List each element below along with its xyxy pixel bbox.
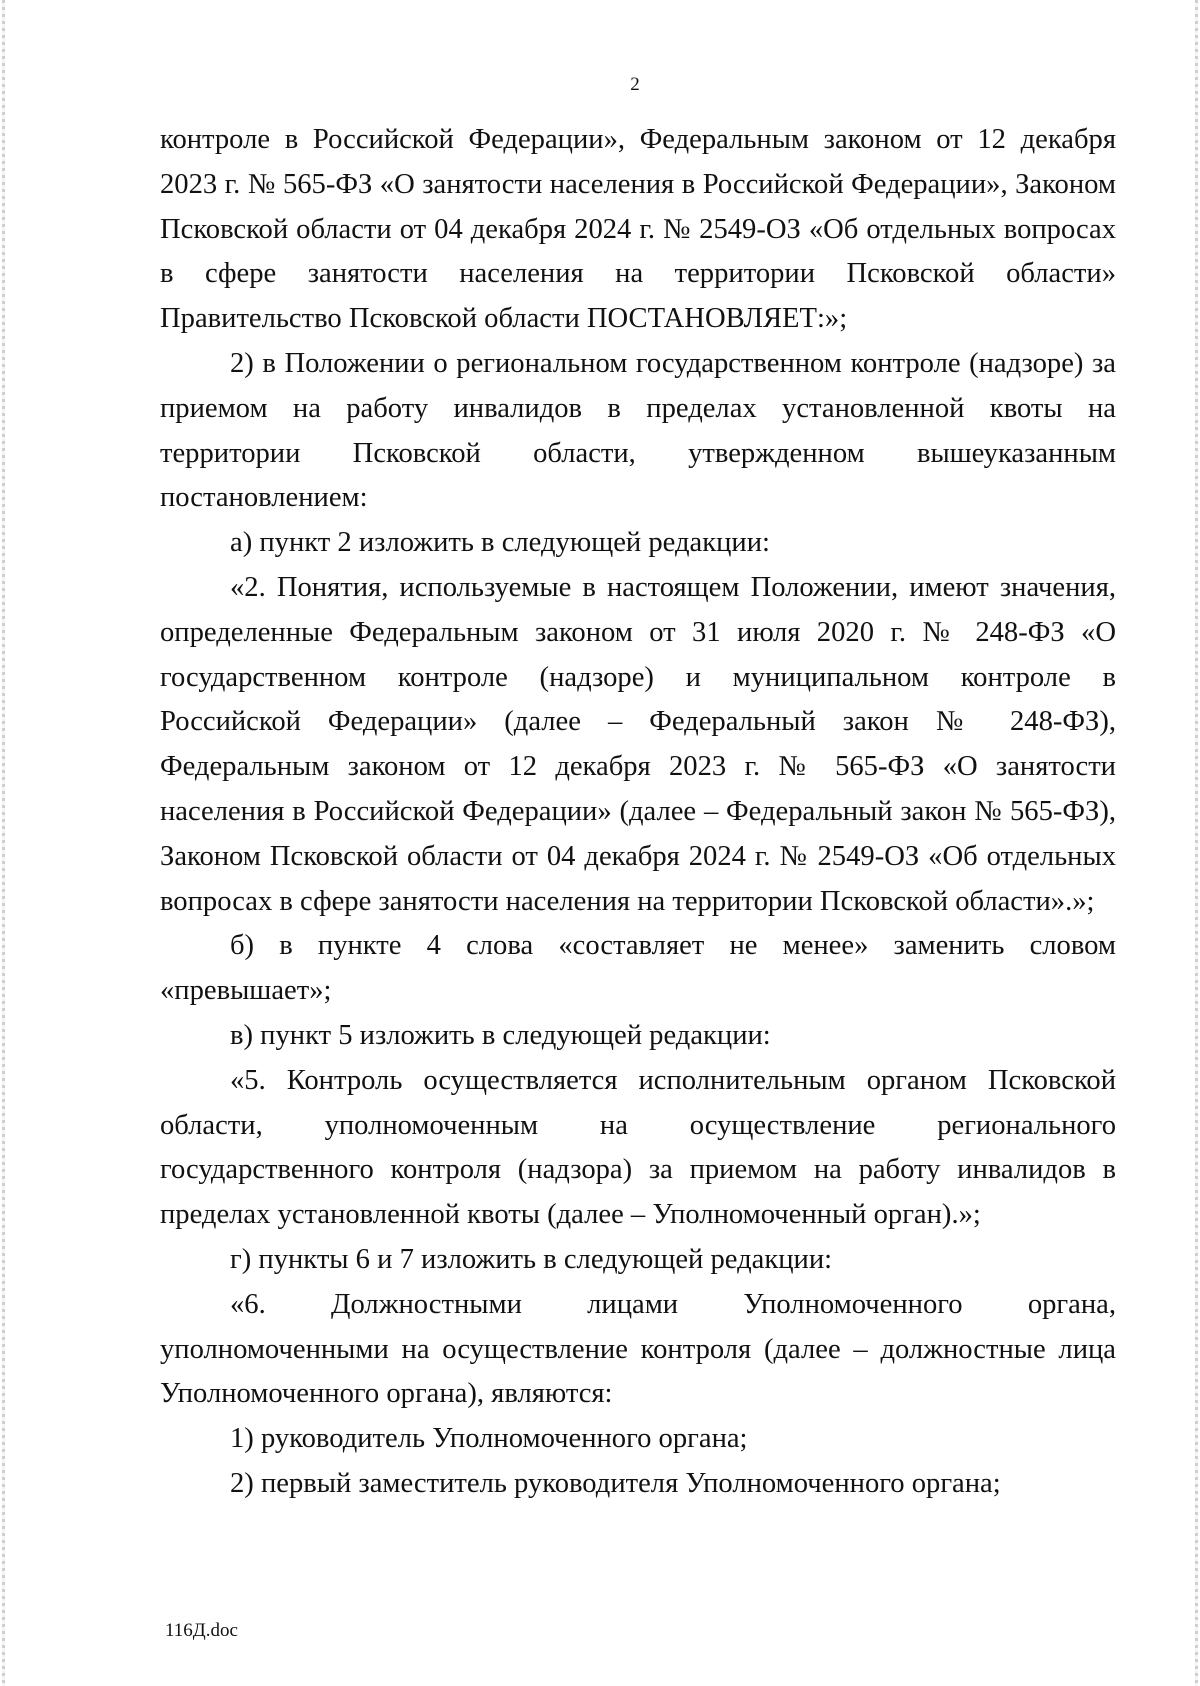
paragraph-clause-5: «5. Контроль осуществляется исполнительным органом Псковской области, уполномоченным на осуществление регионального государственного контроля (надзора) за приемом на работу инвалидов в пределах установленной квоты (далее – Уполномоченный орган).»; [160, 1064, 1116, 1231]
paragraph-clause-6: «6. Должностными лицами Уполномоченного органа, уполномоченными на осуществление контроля (далее – должностные лица Уполномоченного органа), являются: [160, 1288, 1116, 1410]
paragraph-subitem-a: а) пункт 2 изложить в следующей редакции: [230, 527, 770, 559]
paragraph-list-item-1: 1) руководитель Уполномоченного органа; [230, 1423, 748, 1455]
paragraph-continuation: контроле в Российской Федерации», Федеральным законом от 12 декабря 2023 г. № 565-ФЗ «О занятости населения в Российской Федерации», Законом Псковской области от 04 декабря 2024 г. № 2549-ОЗ «Об отдельных вопросах в сфере занятости населения на территории Псковской области» Правительство Псковской области ПОСТАНОВЛЯЕТ:»; [160, 124, 1116, 335]
paragraph-subitem-g: г) пункты 6 и 7 изложить в следующей редакции: [230, 1243, 833, 1275]
paragraph-subitem-v: в) пункт 5 изложить в следующей редакции: [230, 1019, 771, 1051]
document-body [160, 118, 1116, 1507]
scan-edge-right [1195, 0, 1198, 1686]
paragraph-subitem-b: б) в пункте 4 слова «составляет не менее» заменить словом «превышает»; [160, 930, 1116, 1007]
paragraph-item-2: 2) в Положении о региональном государственном контроле (надзоре) за приемом на работу инвалидов в пределах установленной квоты на территории Псковской области, утвержденном вышеуказанным постановлением: [160, 347, 1116, 514]
file-name-footer: 116Д.doc [165, 1620, 238, 1641]
page-number: 2 [630, 74, 640, 95]
paragraph-list-item-2: 2) первый заместитель руководителя Уполномоченного органа; [230, 1467, 1001, 1499]
scan-edge-left [2, 0, 5, 1686]
paragraph-clause-2: «2. Понятия, используемые в настоящем Положении, имеют значения, определенные Федеральным законом от 31 июля 2020 г. № 248-ФЗ «О государственном контроле (надзоре) и муниципальном контроле в Российской Федерации» (далее – Федеральный закон № 248-ФЗ), Федеральным законом от 12 декабря 2023 г. № 565-ФЗ «О занятости населения в Российской Федерации» (далее – Федеральный закон № 565-ФЗ), Законом Псковской области от 04 декабря 2024 г. № 2549-ОЗ «Об отдельных вопросах в сфере занятости населения на территории Псковской области».»; [160, 571, 1116, 917]
